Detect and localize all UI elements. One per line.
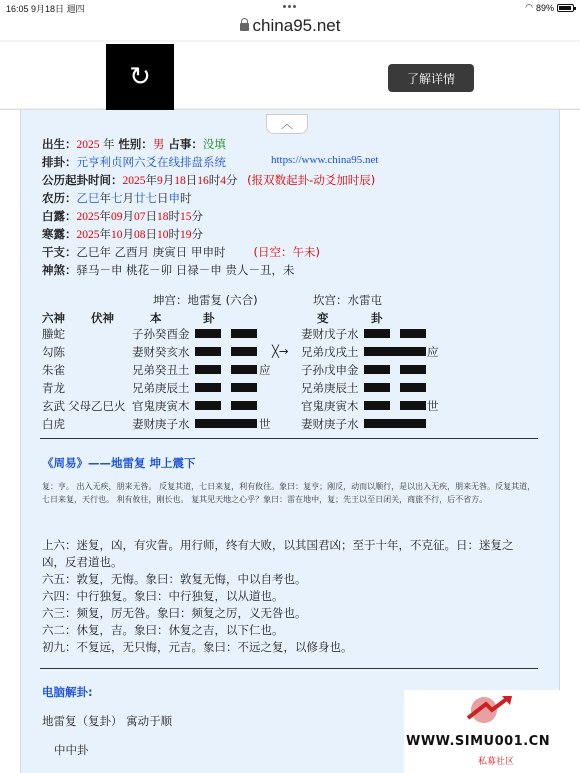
battery-icon [557, 4, 574, 12]
battery-indicator [525, 2, 574, 13]
bian-yao-cell: 兄弟庚辰土 [301, 381, 359, 395]
info-ganzhi-row: 干支：乙巳年 乙酉月 庚寅日 甲申时 (日空：午未) [42, 245, 320, 259]
bian-yao-line [364, 383, 426, 392]
header-fushen: 伏神 [91, 311, 114, 325]
bian-yao-cell: 官鬼庚寅木 [301, 399, 359, 413]
status-time: 16:05 9月18日 週四 [6, 4, 85, 14]
ben-gua-palace: 坤宫：地雷复 (六合) [153, 293, 258, 307]
liushen-cell: 白虎 [42, 417, 65, 431]
liushen-cell: 螣蛇 [42, 327, 65, 341]
ben-yao-cell: 妻财癸亥水 [132, 345, 190, 359]
ad-learn-more-button[interactable]: 了解详情 [388, 64, 474, 92]
bian-yao-line [364, 347, 426, 356]
header-bian-gua: 卦 [371, 311, 383, 325]
watermark [404, 690, 580, 773]
yao-line: 六四：中行独复。象曰：中行独复，以从道也。 [42, 589, 284, 603]
collapse-ad-button[interactable] [266, 114, 308, 134]
multitask-dots[interactable] [283, 5, 296, 8]
ben-yao-cell: 妻财庚子水 [132, 417, 190, 431]
liushen-cell: 勾陈 [42, 345, 65, 359]
zhouyi-text: 复：亨。 出入无疾，朋来无咎。 反复其道，七日来复，利有攸往。象曰：复亨；刚反，动而以顺行，是以出入无疾，朋来无咎。反复其道，七日来复，天行也。 利有攸往，刚长也。 复其见天地之心乎？象曰：雷在地中，复；先王以至日闭关，商旅不行，后不省方。 [42, 482, 536, 504]
ben-yao-cell: 官鬼庚寅木 [132, 399, 190, 413]
bian-yao-cell: 兄弟戊戌土 [301, 345, 359, 359]
bian-shiying-mark: 应 [427, 345, 439, 359]
info-birth-row: 出生：2025 年 性别：男 占事：没填 [42, 137, 226, 151]
zhouyi-title: 《周易》——地雷复 坤上震下 [42, 456, 196, 470]
yao-line: 六三：频复，厉无咎。象曰：频复之厉，义无咎也。 [42, 606, 307, 620]
ad-replay-thumbnail[interactable] [106, 44, 174, 110]
info-bailu-row: 白露：2025年09月07日18时15分 [42, 209, 203, 223]
yao-line: 六五：敦复，无悔。象曰：敦复无悔，中以自考也。 [42, 572, 307, 586]
liushen-cell: 朱雀 [42, 363, 65, 377]
ben-yao-line [195, 329, 257, 338]
simu-logo-icon [462, 694, 522, 724]
computer-analysis-level: 中中卦 [54, 743, 89, 757]
header-bian: 变 [317, 311, 329, 325]
info-solar-time-row: 公历起卦时间：2025年9月18日16时4分 (报双数起卦-动爻加时辰) [42, 173, 376, 187]
bian-yao-line [364, 419, 426, 428]
ben-yao-cell: 兄弟癸丑土 [132, 363, 190, 377]
divider [40, 668, 538, 669]
divider [40, 438, 538, 439]
replay-icon: ↻ [129, 62, 151, 92]
info-shensha-row: 神煞：驿马－申 桃花－卯 日禄－申 贵人－丑，未 [42, 263, 295, 277]
bian-yao-cell: 子孙戊申金 [301, 363, 359, 377]
header-ben-gua: 卦 [203, 311, 215, 325]
chevron-up-icon: ︿ [280, 117, 293, 131]
yao-line: 六二：休复，吉。象曰：休复之吉，以下仁也。 [42, 623, 284, 637]
url-text[interactable]: china95.net [252, 16, 341, 35]
info-system-row: 排卦：元亨利贞网六爻在线排盘系统 https://www.china95.net [42, 154, 379, 169]
site-link[interactable]: https://www.china95.net [271, 154, 379, 166]
status-bar [0, 0, 580, 14]
ben-yao-line [195, 365, 257, 374]
ad-banner [0, 40, 580, 110]
computer-analysis-title: 电脑解卦: [42, 685, 93, 699]
yao-line: 初九：不复远，无只悔，元吉。象曰：不远之复，以修身也。 [42, 640, 353, 654]
bian-yao-cell: 妻财戊子水 [301, 327, 359, 341]
ben-yao-line [195, 383, 257, 392]
ben-yao-line [195, 401, 257, 410]
ben-shiying-mark: 世 [259, 417, 271, 431]
ben-shiying-mark: 应 [259, 363, 271, 377]
address-bar[interactable] [0, 14, 580, 40]
info-hanlu-row: 寒露：2025年10月08日10时19分 [42, 227, 203, 241]
bian-gua-palace: 坎宫：水雷屯 [313, 293, 382, 307]
computer-analysis-gua: 地雷复（复卦） 寓动于顺 [42, 714, 173, 728]
wifi-icon: ◠ [525, 2, 533, 12]
fushen-cell: 父母乙巳火 [68, 399, 126, 413]
battery-percent: 89% [535, 2, 554, 13]
liushen-cell: 玄武 [42, 399, 65, 413]
watermark-site: WWW.SIMU001.CN [406, 734, 551, 749]
yao-line: 凶，反君道也。 [42, 555, 123, 569]
ben-yao-cell: 兄弟庚辰土 [132, 381, 190, 395]
ben-yao-line [195, 347, 257, 356]
ben-yao-cell: 子孙癸酉金 [132, 327, 190, 341]
bian-yao-cell: 妻财庚子水 [301, 417, 359, 431]
bian-yao-line [364, 329, 426, 338]
watermark-name: 私募社区 [478, 757, 515, 767]
liushen-cell: 青龙 [42, 381, 65, 395]
bian-yao-line [364, 401, 426, 410]
bian-shiying-mark: 世 [427, 399, 439, 413]
info-lunar-row: 农历：乙巳年七月廿七日申时 [42, 191, 192, 205]
yao-line: 上六：迷复，凶，有灾眚。用行师，终有大败，以其国君凶；至于十年，不克征。日：迷复之 [42, 538, 514, 552]
header-ben: 本 [150, 311, 162, 325]
moving-line-marker: ╳→ [272, 344, 289, 358]
ben-yao-line [195, 419, 257, 428]
lock-icon [240, 23, 249, 31]
bian-yao-line [364, 365, 426, 374]
header-liushen: 六神 [42, 311, 65, 325]
